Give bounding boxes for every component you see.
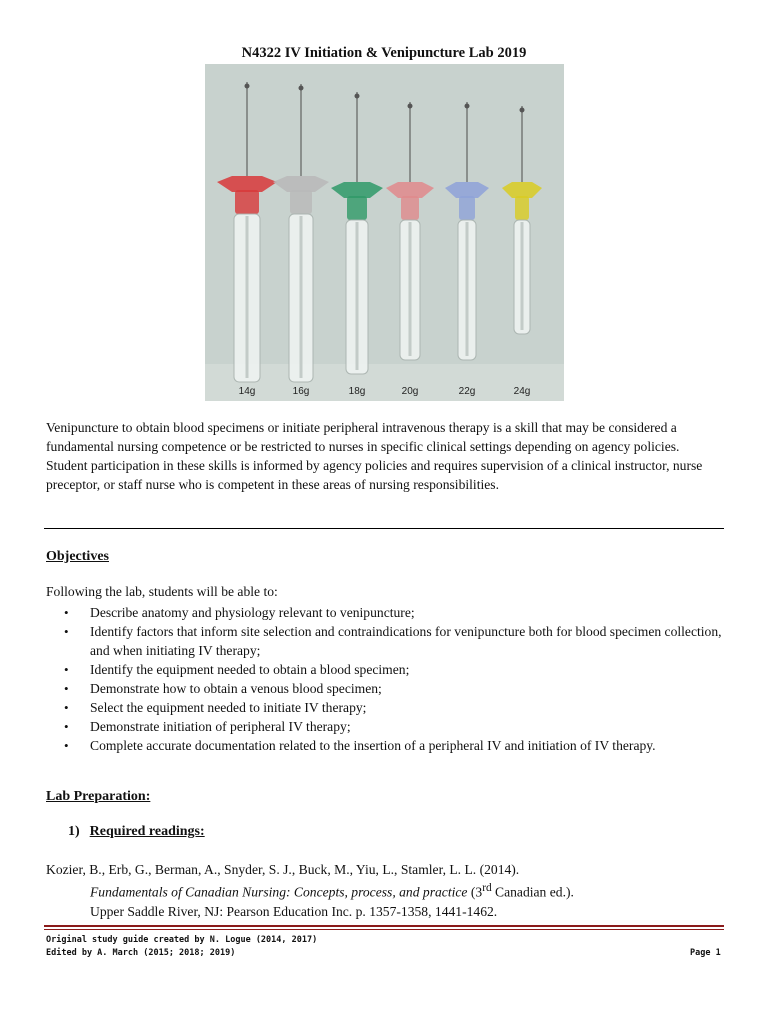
footer-rule-thin: [44, 929, 724, 930]
list-item: • Demonstrate how to obtain a venous blood specimen;: [64, 681, 382, 696]
gauge-label: 14g: [238, 386, 256, 397]
gauge-label: 22g: [458, 386, 476, 397]
catheter-hub: [459, 196, 475, 220]
footer-rule: [44, 925, 724, 927]
footer-created: Original study guide created by N. Logue (2014, 2017): [46, 935, 318, 945]
reference-citation: [46, 860, 736, 921]
reference-book-line: [46, 879, 736, 902]
footer-edited: Edited by A. March (2015; 2018; 2019): [46, 948, 236, 958]
lab-preparation-heading: Lab Preparation:: [46, 789, 151, 804]
list-item: • Select the equipment needed to initiate IV therapy;: [64, 700, 367, 715]
reference-edition-close: Canadian ed.).: [491, 884, 574, 900]
required-readings-number: 1): [68, 824, 80, 839]
list-item: • Identify factors that inform site selection and contraindications for venipuncture both for blood specimen collection, and when initiating IV therapy;: [64, 624, 722, 658]
reference-edition-open: (3: [467, 884, 483, 900]
objectives-lead: Following the lab, students will be able to:: [46, 584, 278, 599]
gauge-label: 24g: [513, 386, 531, 397]
iv-catheter-illustration: [205, 64, 564, 401]
reference-publisher: Upper Saddle River, NJ: Pearson Education Inc. p. 1357-1358, 1441-1462.: [90, 903, 498, 919]
gauge-label: 18g: [348, 386, 366, 397]
bullet-icon: •: [64, 700, 69, 715]
list-item: • Complete accurate documentation related to the insertion of a peripheral IV and initiation of IV therapy.: [64, 738, 656, 753]
required-readings-heading: [68, 824, 205, 840]
bullet-icon: •: [64, 738, 69, 753]
intro-paragraph: Venipuncture to obtain blood specimens or initiate peripheral intravenous therapy is a skill that may be considered a fundamental nursing competence or be restricted to nurses in specific clinical settings depending on agency policies. Student participation in these skills is informed by agency policies and requires supervision of a clinical instructor, nurse preceptor, or staff nurse who is competent in these areas of nursing responsibilities.: [46, 420, 703, 492]
bullet-icon: •: [64, 719, 69, 734]
catheter-hub: [401, 196, 419, 220]
reference-edition-sup: rd: [482, 882, 492, 894]
footer-page-number: Page 1: [690, 948, 721, 958]
bullet-icon: •: [64, 662, 69, 677]
needle-tip: [299, 86, 304, 91]
catheter-hub: [515, 196, 529, 220]
needle-tip: [355, 94, 360, 99]
iv-catheter-photo: [205, 64, 564, 401]
bullet-icon: •: [64, 681, 69, 696]
reference-book-title: Fundamentals of Canadian Nursing: Concepts, process, and practice: [90, 884, 468, 900]
list-item: • Demonstrate initiation of peripheral IV therapy;: [64, 719, 351, 734]
section-divider: [44, 528, 724, 529]
gauge-label: 20g: [401, 386, 419, 397]
needle-tip: [465, 104, 470, 109]
catheter-hub: [235, 190, 259, 214]
list-item: • Describe anatomy and physiology relevant to venipuncture;: [64, 605, 415, 620]
needle-tip: [408, 104, 413, 109]
catheter-hub: [347, 196, 367, 220]
needle-tip: [520, 108, 525, 113]
bullet-icon: •: [64, 605, 69, 620]
objectives-list: [46, 603, 736, 755]
reference-authors: Kozier, B., Erb, G., Berman, A., Snyder, S. J., Buck, M., Yiu, L., Stamler, L. L. (2014).: [46, 862, 520, 877]
required-readings-label: Required readings:: [89, 824, 205, 839]
list-item: • Identify the equipment needed to obtain a blood specimen;: [64, 662, 410, 677]
objectives-heading: Objectives: [46, 549, 109, 564]
needle-tip: [245, 84, 250, 89]
bullet-icon: •: [64, 624, 69, 639]
catheter-hub: [290, 190, 312, 214]
gauge-label: 16g: [292, 386, 310, 397]
document-title: N4322 IV Initiation & Venipuncture Lab 2019: [241, 45, 527, 61]
